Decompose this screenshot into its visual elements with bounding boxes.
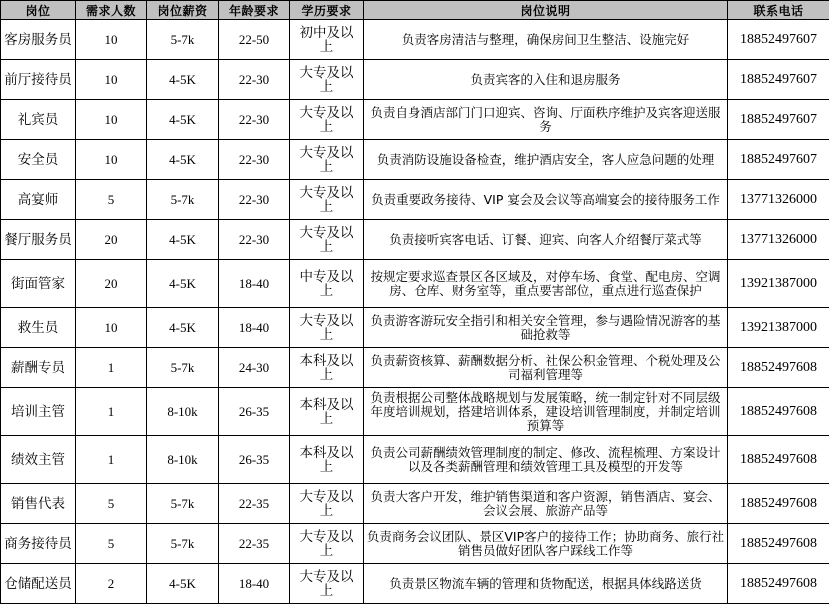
position-cell: 前厅接待员 bbox=[1, 60, 76, 100]
description-cell: 负责宾客的入住和退房服务 bbox=[364, 60, 728, 100]
description-cell: 按规定要求巡查景区各区域及，对停车场、食堂、配电房、空调房、仓库、财务室等，重点要害部位，重点进行巡查保护 bbox=[364, 260, 728, 308]
age-cell: 26-35 bbox=[219, 388, 290, 436]
salary-cell: 5-7k bbox=[147, 484, 219, 524]
header-phone: 联系电话 bbox=[728, 1, 829, 20]
education-cell: 本科及以上 bbox=[290, 388, 364, 436]
age-cell: 22-30 bbox=[219, 220, 290, 260]
header-salary: 岗位薪资 bbox=[147, 1, 219, 20]
table-row bbox=[1, 180, 829, 220]
position-cell: 餐厅服务员 bbox=[1, 220, 76, 260]
count-cell: 10 bbox=[76, 100, 147, 140]
header-count: 需求人数 bbox=[76, 1, 147, 20]
phone-cell: 18852497608 bbox=[728, 484, 829, 524]
phone-cell: 18852497607 bbox=[728, 140, 829, 180]
count-cell: 5 bbox=[76, 180, 147, 220]
description-cell: 负责客房清洁与整理，确保房间卫生整洁、设施完好 bbox=[364, 20, 728, 60]
description-cell: 负责重要政务接待、VIP 宴会及会议等高端宴会的接待服务工作 bbox=[364, 180, 728, 220]
table-row bbox=[1, 20, 829, 60]
education-cell: 本科及以上 bbox=[290, 348, 364, 388]
education-cell: 大专及以上 bbox=[290, 60, 364, 100]
salary-cell: 8-10k bbox=[147, 388, 219, 436]
education-cell: 大专及以上 bbox=[290, 524, 364, 564]
table-row bbox=[1, 220, 829, 260]
count-cell: 20 bbox=[76, 220, 147, 260]
age-cell: 22-35 bbox=[219, 484, 290, 524]
count-cell: 10 bbox=[76, 20, 147, 60]
header-education: 学历要求 bbox=[290, 1, 364, 20]
salary-cell: 4-5K bbox=[147, 140, 219, 180]
salary-cell: 8-10k bbox=[147, 436, 219, 484]
count-cell: 10 bbox=[76, 60, 147, 100]
description-cell: 负责接听宾客电话、订餐、迎宾、向客人介绍餐厅菜式等 bbox=[364, 220, 728, 260]
age-cell: 18-40 bbox=[219, 260, 290, 308]
position-cell: 高宴师 bbox=[1, 180, 76, 220]
table-row bbox=[1, 388, 829, 436]
count-cell: 10 bbox=[76, 308, 147, 348]
table-row bbox=[1, 436, 829, 484]
header-description: 岗位说明 bbox=[364, 1, 728, 20]
phone-cell: 18852497608 bbox=[728, 564, 829, 604]
table-row bbox=[1, 260, 829, 308]
description-cell: 负责商务会议团队、景区VIP客户的接待工作；协助商务、旅行社销售员做好团队客户踩线工作等 bbox=[364, 524, 728, 564]
count-cell: 1 bbox=[76, 348, 147, 388]
table-row bbox=[1, 564, 829, 604]
phone-cell: 18852497607 bbox=[728, 20, 829, 60]
phone-cell: 13921387000 bbox=[728, 260, 829, 308]
description-cell: 负责薪资核算、薪酬数据分析、社保公积金管理、个税处理及公司福利管理等 bbox=[364, 348, 728, 388]
position-cell: 绩效主管 bbox=[1, 436, 76, 484]
salary-cell: 5-7k bbox=[147, 20, 219, 60]
education-cell: 初中及以上 bbox=[290, 20, 364, 60]
description-cell: 负责根据公司整体战略规划与发展策略，统一制定针对不同层级年度培训规划，搭建培训体系，建设培训管理制度，并制定培训预算等 bbox=[364, 388, 728, 436]
position-cell: 街面管家 bbox=[1, 260, 76, 308]
position-cell: 礼宾员 bbox=[1, 100, 76, 140]
salary-cell: 4-5K bbox=[147, 100, 219, 140]
salary-cell: 4-5K bbox=[147, 564, 219, 604]
age-cell: 24-30 bbox=[219, 348, 290, 388]
position-cell: 商务接待员 bbox=[1, 524, 76, 564]
table-row bbox=[1, 308, 829, 348]
count-cell: 5 bbox=[76, 524, 147, 564]
count-cell: 2 bbox=[76, 564, 147, 604]
age-cell: 18-40 bbox=[219, 564, 290, 604]
table-row bbox=[1, 484, 829, 524]
age-cell: 18-40 bbox=[219, 308, 290, 348]
phone-cell: 18852497608 bbox=[728, 348, 829, 388]
education-cell: 大专及以上 bbox=[290, 564, 364, 604]
count-cell: 20 bbox=[76, 260, 147, 308]
header-age: 年龄要求 bbox=[219, 1, 290, 20]
description-cell: 负责自身酒店部门门口迎宾、咨询、厅面秩序维护及宾客迎送服务 bbox=[364, 100, 728, 140]
age-cell: 22-30 bbox=[219, 140, 290, 180]
education-cell: 大专及以上 bbox=[290, 100, 364, 140]
age-cell: 22-30 bbox=[219, 180, 290, 220]
phone-cell: 18852497608 bbox=[728, 524, 829, 564]
header-row bbox=[1, 1, 829, 20]
position-cell: 安全员 bbox=[1, 140, 76, 180]
phone-cell: 13921387000 bbox=[728, 308, 829, 348]
phone-cell: 18852497607 bbox=[728, 100, 829, 140]
table-row bbox=[1, 60, 829, 100]
position-cell: 客房服务员 bbox=[1, 20, 76, 60]
education-cell: 大专及以上 bbox=[290, 180, 364, 220]
salary-cell: 4-5K bbox=[147, 220, 219, 260]
table-row bbox=[1, 100, 829, 140]
phone-cell: 18852497607 bbox=[728, 60, 829, 100]
age-cell: 22-35 bbox=[219, 524, 290, 564]
age-cell: 26-35 bbox=[219, 436, 290, 484]
position-cell: 培训主管 bbox=[1, 388, 76, 436]
position-cell: 仓储配送员 bbox=[1, 564, 76, 604]
phone-cell: 13771326000 bbox=[728, 220, 829, 260]
table-row bbox=[1, 524, 829, 564]
education-cell: 大专及以上 bbox=[290, 140, 364, 180]
position-cell: 薪酬专员 bbox=[1, 348, 76, 388]
phone-cell: 18852497608 bbox=[728, 436, 829, 484]
count-cell: 10 bbox=[76, 140, 147, 180]
salary-cell: 5-7k bbox=[147, 524, 219, 564]
age-cell: 22-30 bbox=[219, 100, 290, 140]
age-cell: 22-30 bbox=[219, 60, 290, 100]
education-cell: 大专及以上 bbox=[290, 484, 364, 524]
salary-cell: 4-5K bbox=[147, 260, 219, 308]
count-cell: 1 bbox=[76, 388, 147, 436]
description-cell: 负责大客户开发，维护销售渠道和客户资源，销售酒店、宴会、会议会展、旅游产品等 bbox=[364, 484, 728, 524]
salary-cell: 5-7k bbox=[147, 348, 219, 388]
table-row bbox=[1, 348, 829, 388]
count-cell: 5 bbox=[76, 484, 147, 524]
phone-cell: 13771326000 bbox=[728, 180, 829, 220]
education-cell: 本科及以上 bbox=[290, 436, 364, 484]
salary-cell: 5-7k bbox=[147, 180, 219, 220]
phone-cell: 18852497608 bbox=[728, 388, 829, 436]
position-cell: 销售代表 bbox=[1, 484, 76, 524]
header-position: 岗位 bbox=[1, 1, 76, 20]
description-cell: 负责消防设施设备检查，维护酒店安全，客人应急问题的处理 bbox=[364, 140, 728, 180]
count-cell: 1 bbox=[76, 436, 147, 484]
description-cell: 负责景区物流车辆的管理和货物配送，根据具体线路送货 bbox=[364, 564, 728, 604]
description-cell: 负责游客游玩安全指引和相关安全管理，参与遇险情况游客的基础抢救等 bbox=[364, 308, 728, 348]
salary-cell: 4-5K bbox=[147, 308, 219, 348]
salary-cell: 4-5K bbox=[147, 60, 219, 100]
table-row bbox=[1, 140, 829, 180]
education-cell: 中专及以上 bbox=[290, 260, 364, 308]
age-cell: 22-50 bbox=[219, 20, 290, 60]
position-cell: 救生员 bbox=[1, 308, 76, 348]
education-cell: 大专及以上 bbox=[290, 220, 364, 260]
education-cell: 大专及以上 bbox=[290, 308, 364, 348]
description-cell: 负责公司薪酬绩效管理制度的制定、修改、流程梳理、方案设计以及各类薪酬管理和绩效管理工具及模型的开发等 bbox=[364, 436, 728, 484]
